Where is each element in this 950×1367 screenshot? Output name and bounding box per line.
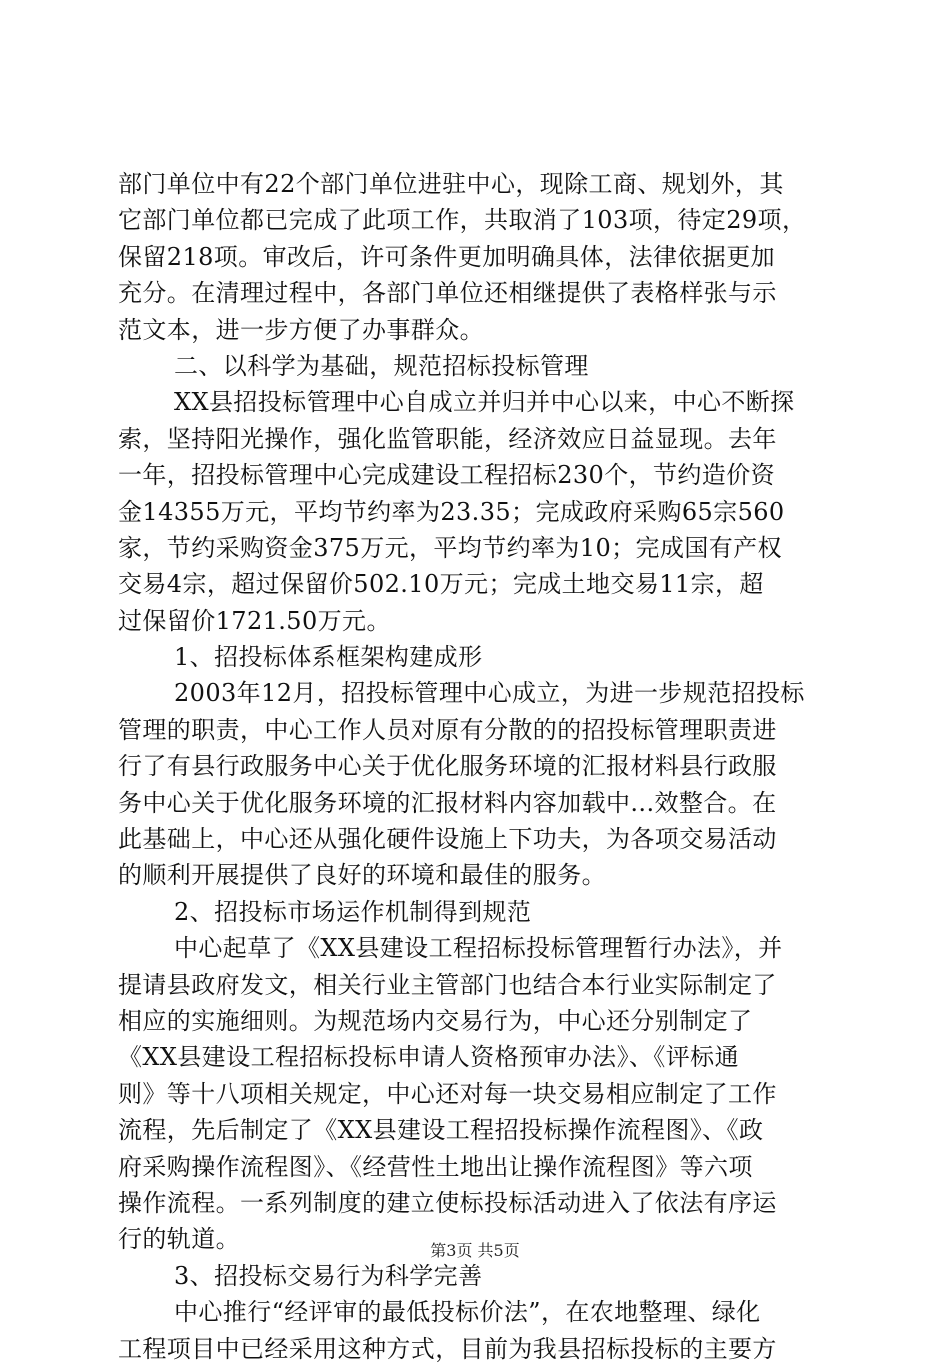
document-body xyxy=(118,166,842,1367)
page-footer: 第3页 共5页 xyxy=(430,1241,520,1260)
text-line: 一年，招投标管理中心完成建设工程招标230个，节约造价资 xyxy=(118,461,776,490)
text-line: 中心推行“经评审的最低投标价法”，在农地整理、绿化 xyxy=(174,1298,761,1327)
section-heading: 1、招投标体系框架构建成形 xyxy=(174,643,483,672)
text-line: 流程，先后制定了《XX县建设工程招投标操作流程图》、《政 xyxy=(118,1116,764,1145)
text-line: 2003年12月，招投标管理中心成立，为进一步规范招投标 xyxy=(174,679,805,708)
section-heading: 3、招投标交易行为科学完善 xyxy=(174,1261,483,1290)
text-line: 工程项目中已经采用这种方式，目前为我县招标投标的主要方 xyxy=(118,1334,777,1363)
text-line: 行的轨道。 xyxy=(118,1225,240,1254)
section-heading: 二、以科学为基础，规范招标投标管理 xyxy=(174,351,589,380)
text-line: 管理的职责，中心工作人员对原有分散的的招投标管理职责进 xyxy=(118,715,777,744)
text-line: 交易4宗，超过保留价502.10万元；完成土地交易11宗，超 xyxy=(118,570,764,599)
section-heading: 2、招投标市场运作机制得到规范 xyxy=(174,897,532,926)
text-line: 保留218项。审改后，许可条件更加明确具体，法律依据更加 xyxy=(118,242,776,271)
text-line: 的顺利开展提供了良好的环境和最佳的服务。 xyxy=(118,861,606,890)
text-line: 范文本，进一步方便了办事群众。 xyxy=(118,315,484,344)
text-line: 务中心关于优化服务环境的汇报材料内容加载中...效整合。在 xyxy=(118,788,777,817)
text-line: 索，坚持阳光操作，强化监管职能，经济效应日益显现。去年 xyxy=(118,424,777,453)
text-line: 则》等十八项相关规定，中心还对每一块交易相应制定了工作 xyxy=(118,1079,777,1108)
text-line: 相应的实施细则。为规范场内交易行为，中心还分别制定了 xyxy=(118,1006,753,1035)
text-line: 提请县政府发文，相关行业主管部门也结合本行业实际制定了 xyxy=(118,970,777,999)
text-line: XX县招投标管理中心自成立并归并中心以来，中心不断探 xyxy=(174,388,795,417)
text-line: 充分。在清理过程中，各部门单位还相继提供了表格样张与示 xyxy=(118,279,777,308)
text-line: 《XX县建设工程招标投标申请人资格预审办法》、《评标通 xyxy=(118,1043,739,1072)
text-line: 金14355万元，平均节约率为23.35；完成政府采购65宗560 xyxy=(118,497,785,526)
text-line: 此基础上，中心还从强化硬件设施上下功夫，为各项交易活动 xyxy=(118,825,777,854)
text-line: 部门单位中有22个部门单位进驻中心，现除工商、规划外，其 xyxy=(118,170,784,198)
text-line: 家，节约采购资金375万元，平均节约率为10；完成国有产权 xyxy=(118,533,782,562)
text-line: 操作流程。一系列制度的建立使标投标活动进入了依法有序运 xyxy=(118,1188,777,1217)
text-line: 过保留价1721.50万元。 xyxy=(118,606,391,635)
text-line: 它部门单位都已完成了此项工作，共取消了103项，待定29项， xyxy=(118,206,807,235)
text-line: 府采购操作流程图》、《经营性土地出让操作流程图》等六项 xyxy=(118,1152,753,1181)
text-line: 行了有县行政服务中心关于优化服务环境的汇报材料县行政服 xyxy=(118,752,777,781)
text-line: 中心起草了《XX县建设工程招标投标管理暂行办法》，并 xyxy=(174,934,783,963)
